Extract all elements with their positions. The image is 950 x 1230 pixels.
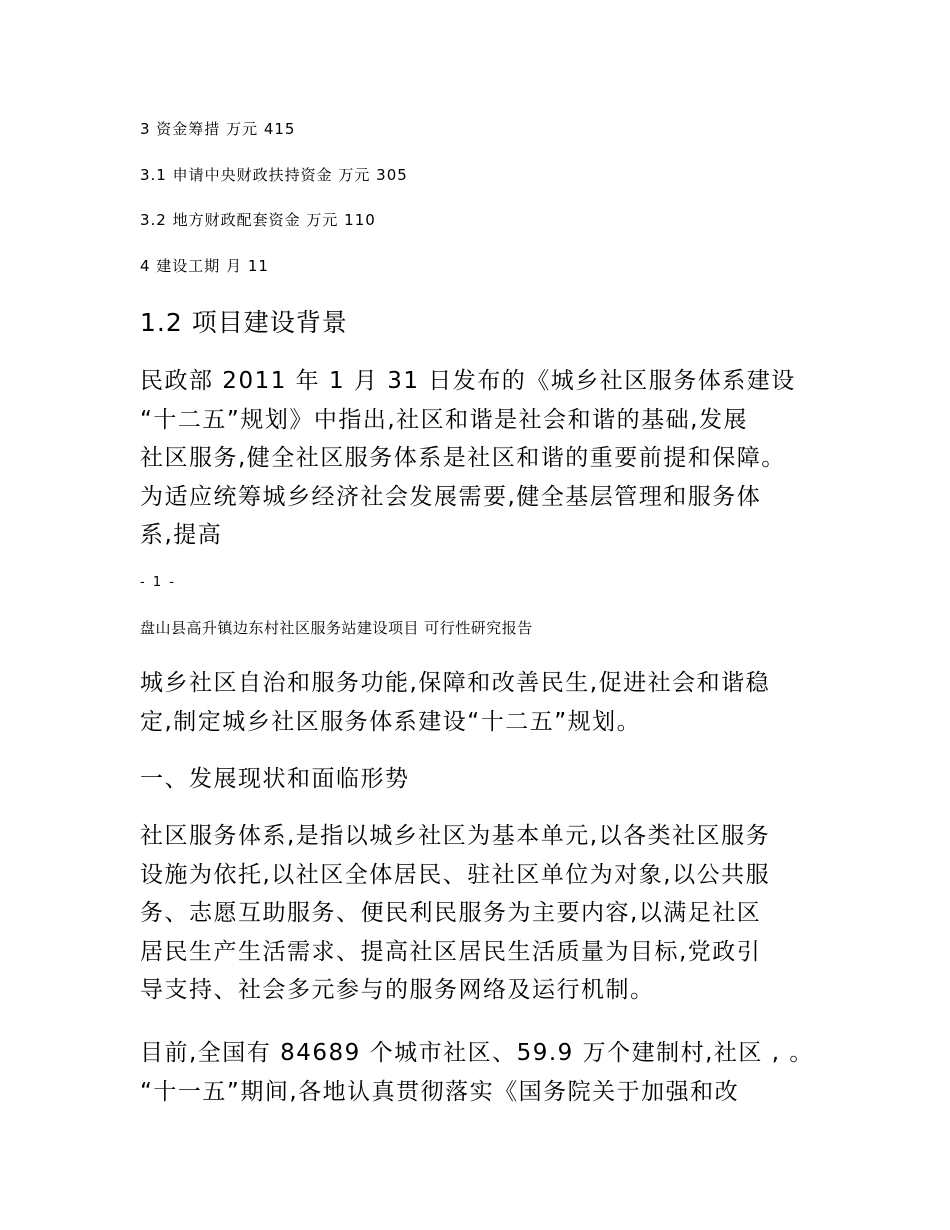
background-paragraph [140, 362, 840, 555]
paragraph-line: 目前,全国有 84689 个城市社区、59.9 万个建制村,社区 , 。 [140, 1040, 814, 1066]
summary-item-central-funding: 3.1 申请中央财政扶持资金 万元 305 [140, 166, 408, 184]
paragraph-line: 系,提高 [140, 522, 223, 548]
paragraph-line: 社区服务,健全社区服务体系是社区和谐的重要前提和保障。 [140, 445, 786, 471]
paragraph-line: 城乡社区自治和服务功能,保障和改善民生,促进社会和谐稳 [140, 670, 771, 696]
status-paragraph [140, 1034, 840, 1111]
subheading [140, 760, 840, 799]
running-header: 盘山县高升镇边东村社区服务站建设项目 可行性研究报告 [140, 619, 533, 637]
paragraph-line: 为适应统筹城乡经济社会发展需要,健全基层管理和服务体 [140, 483, 762, 510]
section-heading: 1.2 项目建设背景 [140, 308, 348, 337]
paragraph-line: “十二五”规划》中指出,社区和谐是社会和谐的基础,发展 [140, 406, 748, 433]
paragraph-line: 导支持、社会多元参与的服务网络及运行机制。 [140, 977, 655, 1003]
paragraph-line: 社区服务体系,是指以城乡社区为基本单元,以各类社区服务 [140, 823, 771, 849]
paragraph-line: 设施为依托,以社区全体居民、驻社区单位为对象,以公共服 [140, 861, 771, 888]
continuation-paragraph [140, 664, 840, 741]
summary-item-funding: 3 资金筹措 万元 415 [140, 120, 296, 138]
subheading-text: 一、发展现状和面临形势 [140, 766, 410, 792]
paragraph-line: 务、志愿互助服务、便民利民服务为主要内容,以满足社区 [140, 900, 762, 926]
summary-item-construction-period: 4 建设工期 月 11 [140, 257, 269, 275]
page-number: - 1 - [140, 575, 176, 590]
paragraph-line: 民政部 2011 年 1 月 31 日发布的《城乡社区服务体系建设 [140, 368, 796, 394]
definition-paragraph [140, 817, 840, 1010]
paragraph-line: 居民生产生活需求、提高社区居民生活质量为目标,党政引 [140, 938, 762, 965]
summary-item-local-funding: 3.2 地方财政配套资金 万元 110 [140, 211, 376, 229]
paragraph-line: “十一五”期间,各地认真贯彻落实《国务院关于加强和改 [140, 1078, 740, 1105]
paragraph-line: 定,制定城乡社区服务体系建设“十二五”规划。 [140, 708, 642, 735]
